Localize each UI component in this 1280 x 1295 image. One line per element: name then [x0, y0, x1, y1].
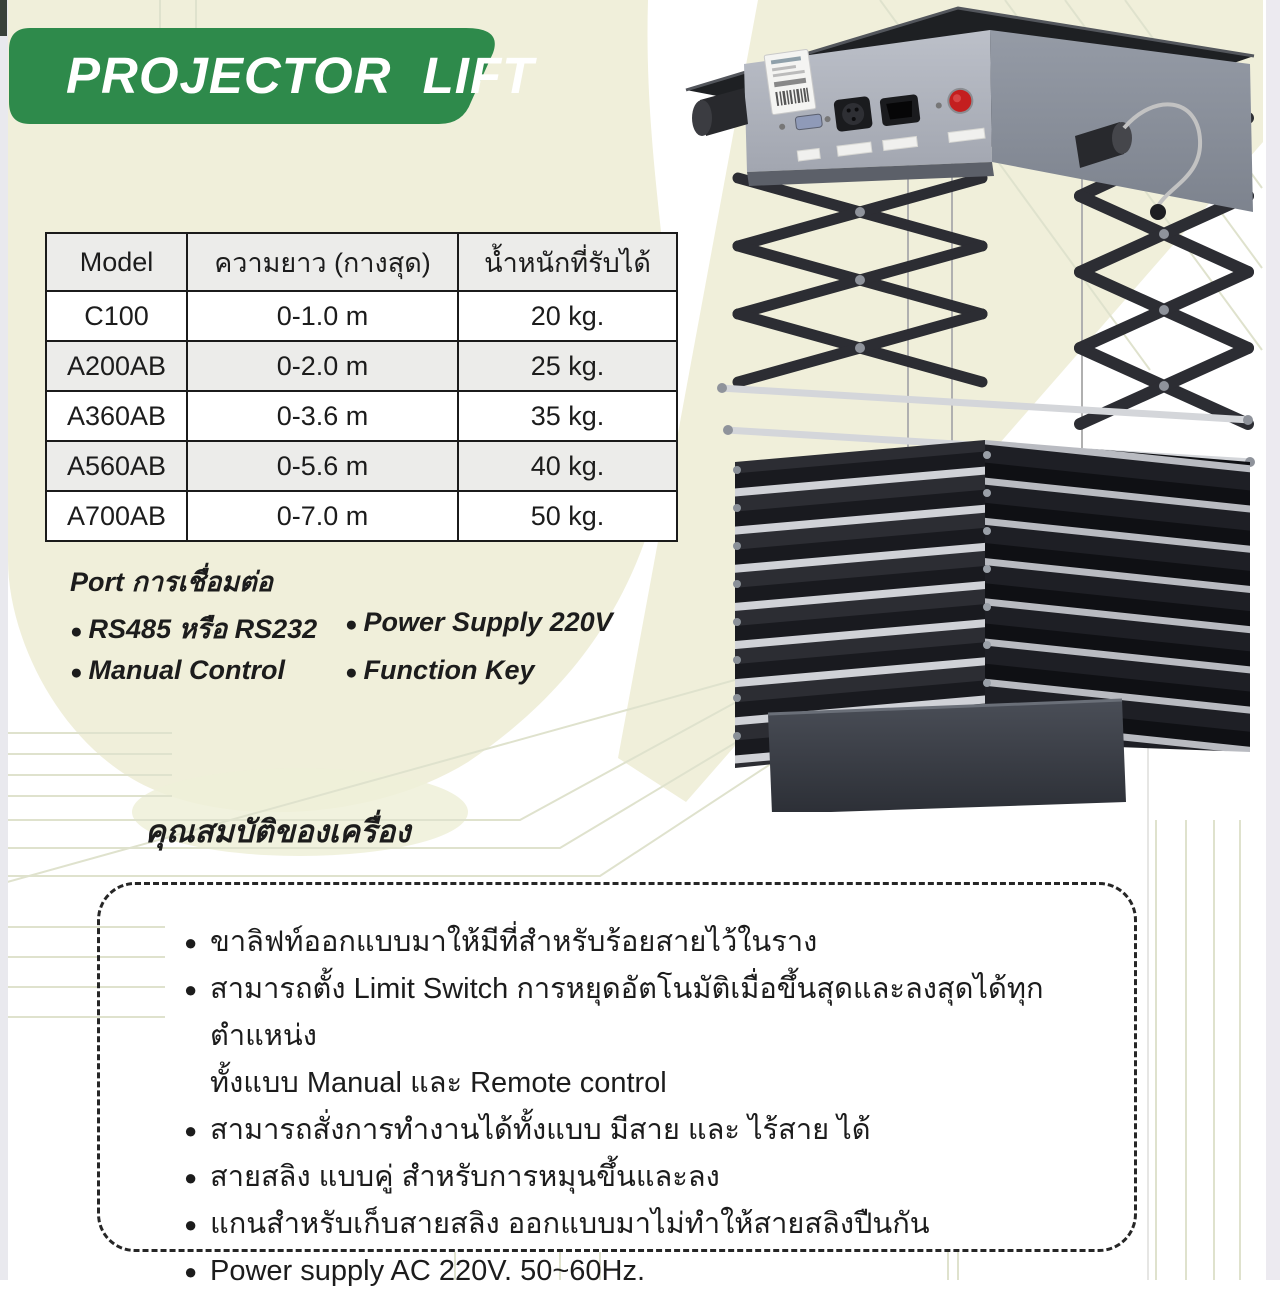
feature-text: สามารถสั่งการทำงานได้ทั้งแบบ มีสาย และ ไร้สาย ได้: [210, 1114, 871, 1146]
feature-text: สามารถตั้ง Limit Switch การหยุดอัตโนมัติเมื่อขึ้นสุดและลงสุดได้ทุกตำแหน่ง: [210, 973, 1044, 1052]
table-row: [46, 291, 677, 341]
product-sticker: [764, 49, 816, 115]
table-header-row: [46, 233, 677, 291]
feature-item: [184, 1107, 1114, 1154]
feature-text: Power supply AC 220V. 50~60Hz.: [210, 1255, 646, 1287]
cell-model: A360AB: [46, 391, 187, 441]
cell-weight: 50 kg.: [458, 491, 677, 541]
projector-lift-photo: [650, 0, 1265, 812]
feature-item: [184, 1201, 1114, 1248]
cell-model: A560AB: [46, 441, 187, 491]
feature-text: ขาลิฟท์ออกแบบมาให้มีที่สำหรับร้อยสายไว้ในราง: [210, 926, 818, 958]
feature-item: [184, 966, 1114, 1107]
feature-item: [184, 1248, 1114, 1295]
feature-text-continued: ทั้งแบบ Manual และ Remote control: [210, 1067, 667, 1099]
cell-length: 0-7.0 m: [187, 491, 458, 541]
cell-length: 0-3.6 m: [187, 391, 458, 441]
vga-port: [795, 114, 822, 130]
title-banner: [8, 27, 535, 125]
port-item: ● Power Supply 220V: [345, 607, 613, 638]
bottom-tray: [768, 700, 1126, 812]
left-edge-strip: [0, 0, 8, 1280]
cell-weight: 40 kg.: [458, 441, 677, 491]
cell-length: 0-1.0 m: [187, 291, 458, 341]
cell-model: A700AB: [46, 491, 187, 541]
feature-text: แกนสำหรับเก็บสายสลิง ออกแบบมาไม่ทำให้สายสลิงปืนกัน: [210, 1208, 930, 1240]
col-header-weight: น้ำหนักที่รับได้: [458, 233, 677, 291]
feature-item: [184, 1154, 1114, 1201]
col-header-length: ความยาว (กางสุด): [187, 233, 458, 291]
table-row: [46, 441, 677, 491]
port-item: ● Function Key: [345, 655, 535, 686]
cell-model: C100: [46, 291, 187, 341]
cell-length: 0-5.6 m: [187, 441, 458, 491]
cell-weight: 20 kg.: [458, 291, 677, 341]
ports-section-title: Port การเชื่อมต่อ: [70, 567, 273, 597]
features-heading: คุณสมบัติของเครื่อง: [145, 814, 411, 849]
features-box: [97, 882, 1137, 1287]
cell-model: A200AB: [46, 341, 187, 391]
cell-weight: 25 kg.: [458, 341, 677, 391]
feature-text: สายสลิง แบบคู่ สำหรับการหมุนขึ้นและลง: [210, 1161, 720, 1193]
right-edge-strip: [1266, 0, 1280, 1280]
cell-weight: 35 kg.: [458, 391, 677, 441]
port-item: ● Manual Control: [70, 655, 285, 686]
corner-dark-bar: [0, 0, 7, 36]
table-row: [46, 391, 677, 441]
features-list: [100, 919, 1134, 1295]
cell-length: 0-2.0 m: [187, 341, 458, 391]
page-title: PROJECTOR LIFT: [66, 46, 535, 104]
table-row: [46, 341, 677, 391]
table-row: [46, 491, 677, 541]
feature-item: [184, 919, 1114, 966]
col-header-model: Model: [46, 233, 187, 291]
spec-table: [45, 232, 678, 542]
port-item: ● RS485 หรือ RS232: [70, 607, 317, 650]
